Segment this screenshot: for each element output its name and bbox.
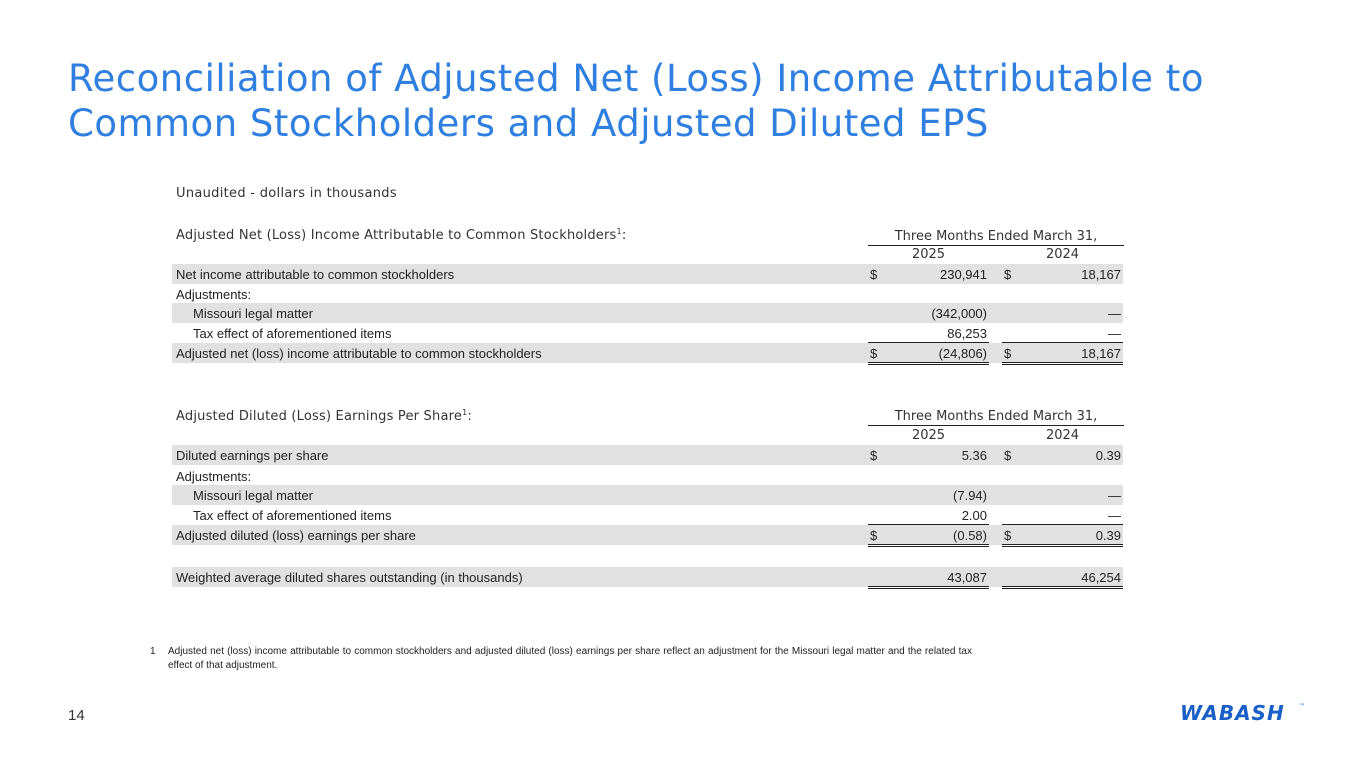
table-row xyxy=(172,284,1123,304)
footnote-text: Adjusted net (loss) income attributable to common stockholders and adjusted diluted (loss) earnings per share reflect an adjustment for the Missouri legal matter and the related tax effect of that adjustment. xyxy=(168,646,972,671)
table1-heading-footnote-ref: 1 xyxy=(616,227,622,236)
table2-heading xyxy=(176,409,472,424)
table2-period-header: Three Months Ended March 31, xyxy=(868,409,1124,426)
table1-year1-header: 2025 xyxy=(868,246,989,265)
currency-symbol: $ xyxy=(870,448,878,463)
table-row xyxy=(172,567,1123,587)
cell-2025 xyxy=(868,445,989,464)
cell-2025 xyxy=(868,525,989,547)
table-row xyxy=(172,485,1123,505)
row-label: Diluted earnings per share xyxy=(176,448,329,463)
currency-symbol: $ xyxy=(1004,346,1012,361)
cell-value: 2.00 xyxy=(961,508,987,523)
cell-value: 0.39 xyxy=(1095,448,1121,463)
table-row xyxy=(172,323,1123,343)
cell-2025 xyxy=(868,343,989,365)
cell-2024 xyxy=(1002,303,1123,322)
cell-2024 xyxy=(1002,264,1123,283)
currency-symbol: $ xyxy=(1004,267,1012,282)
table1-year2-header: 2024 xyxy=(1002,246,1123,265)
currency-symbol: $ xyxy=(870,346,878,361)
cell-2025 xyxy=(868,303,989,322)
table-row xyxy=(172,445,1123,465)
logo-wordmark: WABASH xyxy=(1180,701,1285,724)
cell-value: (24,806) xyxy=(938,346,987,361)
table-row xyxy=(172,466,1123,486)
cell-2024 xyxy=(1002,525,1123,547)
table2-heading-footnote-ref: 1 xyxy=(462,408,468,417)
cell-value: 230,941 xyxy=(940,267,987,282)
table2-heading-suffix: : xyxy=(467,409,472,424)
cell-value: 46,254 xyxy=(1081,570,1121,585)
wabash-logo xyxy=(1180,700,1310,724)
cell-2024 xyxy=(1002,567,1123,589)
table1-period-header: Three Months Ended March 31, xyxy=(868,229,1124,246)
cell-2024 xyxy=(1002,485,1123,504)
row-label: Missouri legal matter xyxy=(193,306,313,321)
cell-2025 xyxy=(868,505,989,525)
logo-trademark: ™ xyxy=(1299,703,1305,710)
cell-2024 xyxy=(1002,505,1123,525)
table2-year1-header: 2025 xyxy=(868,427,989,446)
table2-year2-header: 2024 xyxy=(1002,427,1123,446)
units-note: Unaudited - dollars in thousands xyxy=(176,186,397,201)
table-row xyxy=(172,343,1123,363)
row-label: Tax effect of aforementioned items xyxy=(193,508,392,523)
currency-symbol: $ xyxy=(870,528,878,543)
cell-value: — xyxy=(1108,306,1121,321)
cell-value: — xyxy=(1108,326,1121,341)
row-label: Weighted average diluted shares outstanding (in thousands) xyxy=(176,570,523,585)
currency-symbol: $ xyxy=(1004,528,1012,543)
cell-value: — xyxy=(1108,488,1121,503)
title-line-1: Reconciliation of Adjusted Net (Loss) Income Attributable to xyxy=(68,57,1204,100)
cell-value: 0.39 xyxy=(1095,528,1121,543)
row-label: Adjustments: xyxy=(176,287,252,302)
footnote-marker: 1 xyxy=(150,646,156,657)
row-label: Adjustments: xyxy=(176,469,252,484)
row-label: Adjusted net (loss) income attributable to common stockholders xyxy=(176,346,542,361)
cell-2025 xyxy=(868,485,989,504)
cell-value: — xyxy=(1108,508,1121,523)
table-row xyxy=(172,303,1123,323)
page-number: 14 xyxy=(68,707,85,724)
currency-symbol: $ xyxy=(870,267,878,282)
cell-2025 xyxy=(868,323,989,343)
table2-heading-text: Adjusted Diluted (Loss) Earnings Per Share xyxy=(176,409,463,424)
page-title xyxy=(68,56,1204,146)
row-label: Missouri legal matter xyxy=(193,488,313,503)
table1-heading xyxy=(176,228,626,243)
cell-value: 43,087 xyxy=(947,570,987,585)
table-row xyxy=(172,525,1123,545)
row-label: Net income attributable to common stockholders xyxy=(176,267,455,282)
table-row xyxy=(172,264,1123,284)
cell-2025 xyxy=(868,264,989,283)
row-label: Adjusted diluted (loss) earnings per share xyxy=(176,528,416,543)
currency-symbol: $ xyxy=(1004,448,1012,463)
table-row xyxy=(172,505,1123,525)
table1-heading-suffix: : xyxy=(621,228,627,243)
cell-2024 xyxy=(1002,343,1123,365)
row-label: Tax effect of aforementioned items xyxy=(193,326,392,341)
cell-2024 xyxy=(1002,323,1123,343)
cell-value: (342,000) xyxy=(931,306,987,321)
cell-value: (7.94) xyxy=(953,488,987,503)
cell-value: (0.58) xyxy=(953,528,987,543)
cell-value: 18,167 xyxy=(1081,267,1121,282)
cell-value: 86,253 xyxy=(947,326,987,341)
cell-2025 xyxy=(868,567,989,589)
cell-value: 18,167 xyxy=(1081,346,1121,361)
table1-heading-text: Adjusted Net (Loss) Income Attributable to Common Stockholders xyxy=(176,228,617,243)
title-line-2: Common Stockholders and Adjusted Diluted EPS xyxy=(68,102,989,145)
cell-2024 xyxy=(1002,445,1123,464)
cell-value: 5.36 xyxy=(961,448,987,463)
